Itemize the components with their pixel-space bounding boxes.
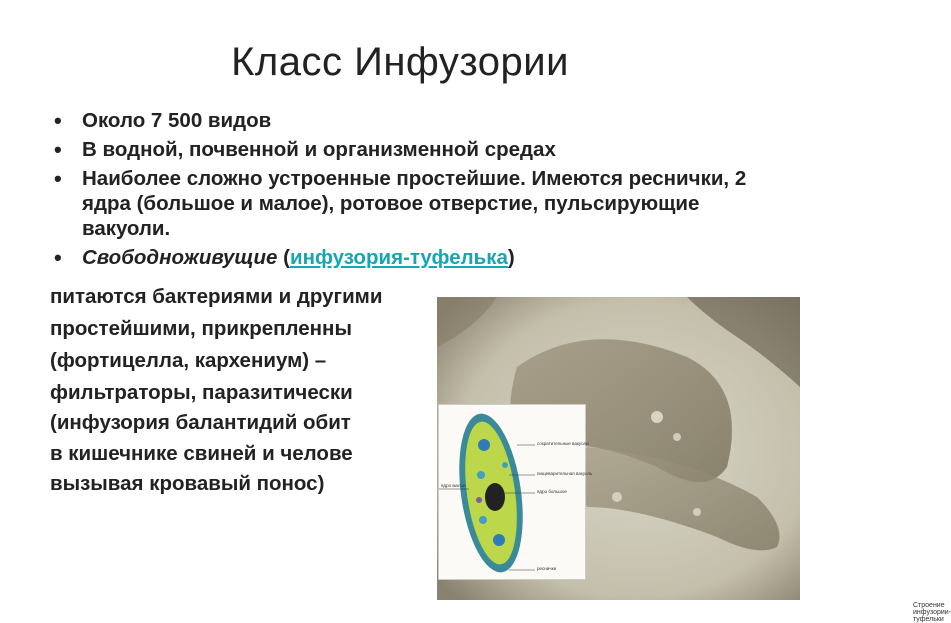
free-living-label: Свободноживущие: [82, 246, 278, 269]
label-cilia: реснички: [537, 566, 557, 571]
text-line-4: фильтраторы, паразитически: [50, 381, 353, 404]
bullet-species-count: • Около 7 500 видов: [54, 108, 774, 133]
text-line-1: питаются бактериями и другими: [50, 285, 383, 308]
bullet-free-living: [54, 245, 774, 270]
text-line-3: (фортицелла, кархениум) –: [50, 349, 327, 372]
bullet-list: [54, 108, 774, 274]
bullet-structure: • Наиболее сложно устроенные простейшие. Имеются реснички, 2 ядра (большое и малое), ротовое отверстие, пульсирующие вакуоли.: [54, 166, 774, 241]
bullet-habitat: • В водной, почвенной и организменной средах: [54, 137, 774, 162]
text-line-6: в кишечнике свиней и челове: [50, 442, 353, 465]
text-line-5: (инфузория балантидий обит: [50, 411, 351, 434]
figure-caption: Строение инфузории-туфельки: [913, 602, 951, 623]
close-paren: ): [507, 246, 515, 269]
text-line-2: простейшими, прикрепленны: [50, 317, 352, 340]
slide-title: Класс Инфузории: [231, 40, 569, 84]
open-paren: (: [277, 246, 290, 269]
paramecium-link[interactable]: инфузория-туфелька: [289, 246, 508, 269]
label-contractile: сократительные вакуоли: [537, 441, 589, 446]
label-macronucleus: ядро большое: [537, 489, 567, 494]
text-line-7: вызывая кровавый понос): [50, 472, 325, 495]
paramecium-diagram: [438, 404, 593, 580]
label-digestive: пищеварительная вакуоль: [537, 471, 593, 476]
label-micronucleus: ядро малое: [441, 483, 466, 488]
